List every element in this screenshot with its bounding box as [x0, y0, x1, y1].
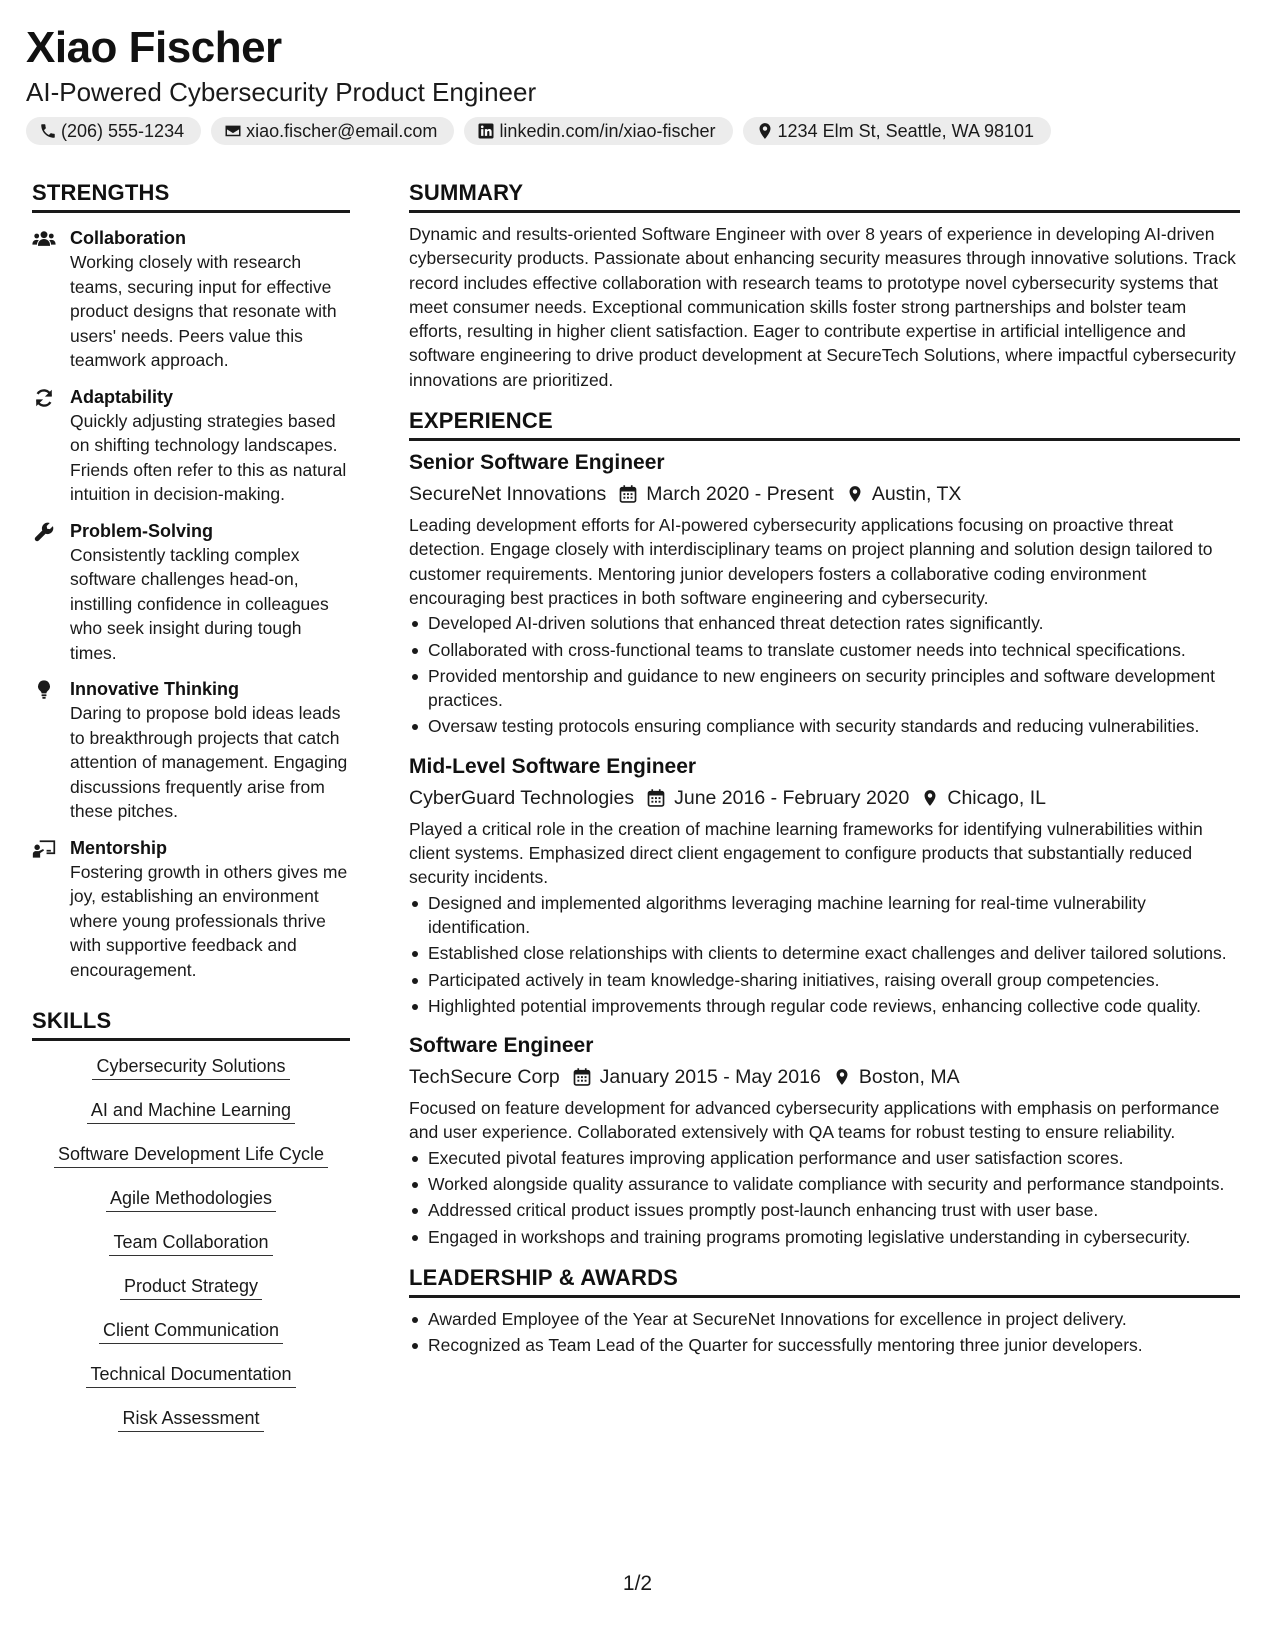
job-entry: [409, 753, 1240, 1018]
job-bullet: Highlighted potential improvements through regular code reviews, enhancing collective code quality.: [409, 994, 1240, 1018]
summary-heading: SUMMARY: [409, 178, 1240, 213]
skill-tag: Software Development Life Cycle: [54, 1141, 328, 1168]
job-company: SecureNet Innovations: [409, 483, 607, 506]
job-description: Played a critical role in the creation of machine learning frameworks for identifying vulnerabilities within client systems. Emphasized direct client engagement to configure products that substantially reduced security incidents.: [409, 818, 1203, 888]
map-pin-icon: [756, 122, 774, 140]
job-dates: June 2016 - February 2020: [674, 786, 910, 809]
job-company: TechSecure Corp: [409, 1066, 560, 1089]
skills-list: [32, 1053, 350, 1449]
skill-tag: Technical Documentation: [86, 1361, 295, 1388]
job-meta: [409, 1062, 1240, 1092]
job-entry: [409, 449, 1240, 739]
calendar-icon: [572, 1067, 592, 1087]
contact-email-text: xiao.fischer@email.com: [246, 120, 438, 141]
job-bullet: Oversaw testing protocols ensuring compliance with security standards and reducing vulnerabilities.: [409, 714, 1240, 738]
strength-title: Innovative Thinking: [70, 679, 240, 699]
job-meta: [409, 479, 1240, 509]
strength-title: Collaboration: [70, 228, 186, 248]
candidate-name: Xiao Fischer: [26, 23, 282, 72]
page-number: 1/2: [622, 1572, 653, 1595]
strength-item: [32, 519, 350, 666]
experience-heading: EXPERIENCE: [409, 406, 1240, 441]
job-description: Leading development efforts for AI-powered cybersecurity applications focusing on proactive threat detection. Engage closely with interdisciplinary teams on project planning and solution design tailored to customer requirements. Mentoring junior developers fosters a collaborative coding environment encouraging best practices in both software engineering and cybersecurity.: [409, 515, 1213, 608]
contact-phone[interactable]: [26, 117, 201, 145]
skill-tag: AI and Machine Learning: [87, 1097, 295, 1124]
job-location: Austin, TX: [871, 483, 962, 506]
contact-bar: [26, 117, 1246, 145]
job-bullet: Established close relationships with clients to determine exact challenges and deliver tailored solutions.: [409, 941, 1240, 965]
calendar-icon: [618, 484, 638, 504]
contact-linkedin[interactable]: [464, 117, 732, 145]
skill-tag: Product Strategy: [120, 1273, 262, 1300]
phone-icon: [39, 122, 57, 140]
job-title: Senior Software Engineer: [409, 451, 665, 475]
map-pin-icon: [921, 788, 939, 808]
award-item: Recognized as Team Lead of the Quarter for successfully mentoring three junior developers.: [409, 1333, 1240, 1357]
sync-icon: [32, 387, 56, 409]
strengths-heading: STRENGTHS: [32, 178, 350, 213]
job-bullet: Engaged in workshops and training programs promoting legislative understanding in cybersecurity.: [409, 1225, 1240, 1249]
strength-description: Consistently tackling complex software challenges head-on, instilling confidence in colleagues who seek insight during tough times.: [70, 544, 329, 663]
strength-description: Daring to propose bold ideas leads to breakthrough projects that catch attention of management. Engaging discussions frequently arise from these pitches.: [70, 703, 348, 821]
left-column: [32, 178, 350, 1449]
award-item: Awarded Employee of the Year at SecureNet Innovations for excellence in project delivery.: [409, 1307, 1240, 1331]
wrench-icon: [32, 521, 56, 543]
job-entry: [409, 1032, 1240, 1249]
job-meta: [409, 783, 1240, 813]
lightbulb-icon: [32, 679, 56, 701]
strength-item: [32, 836, 350, 983]
job-bullet: Executed pivotal features improving application performance and user satisfaction scores.: [409, 1146, 1240, 1170]
strength-item: [32, 226, 350, 373]
awards-section: [409, 1263, 1240, 1358]
job-description: Focused on feature development for advanced cybersecurity applications with emphasis on performance and user experience. Collaborated extensively with QA teams for robust testing to ensure reliability.: [409, 1098, 1220, 1143]
job-bullets: [409, 611, 1240, 738]
job-location: Boston, MA: [858, 1066, 960, 1089]
contact-linkedin-text: linkedin.com/in/xiao-fischer: [499, 120, 716, 141]
job-bullet: Designed and implemented algorithms leveraging machine learning for real-time vulnerability identification.: [409, 891, 1240, 940]
strength-item: [32, 677, 350, 824]
job-location: Chicago, IL: [947, 786, 1047, 809]
contact-address-text: 1234 Elm St, Seattle, WA 98101: [777, 120, 1035, 141]
strength-title: Mentorship: [70, 837, 167, 858]
strength-title: Problem-Solving: [70, 520, 214, 541]
job-dates: March 2020 - Present: [646, 483, 834, 506]
job-bullet: Developed AI-driven solutions that enhanced threat detection rates significantly.: [409, 611, 1240, 635]
contact-email[interactable]: [211, 117, 454, 145]
users-icon: [32, 228, 56, 250]
skill-tag: Agile Methodologies: [106, 1185, 276, 1212]
job-bullet: Participated actively in team knowledge-sharing initiatives, raising overall group competencies.: [409, 968, 1240, 992]
strength-item: [32, 385, 350, 507]
skill-tag: Risk Assessment: [118, 1405, 263, 1432]
chalkboard-teacher-icon: [32, 838, 56, 860]
job-title: Software Engineer: [409, 1034, 594, 1058]
awards-list: [409, 1307, 1240, 1358]
skill-tag: Cybersecurity Solutions: [92, 1053, 289, 1080]
strength-description: Fostering growth in others gives me joy, establishing an environment where young professionals thrive with supportive feedback and encouragement.: [70, 861, 348, 980]
skill-tag: Client Communication: [99, 1317, 283, 1344]
strength-title: Adaptability: [70, 386, 174, 407]
summary-text: Dynamic and results-oriented Software Engineer with over 8 years of experience in developing AI-driven cybersecurity products. Passionate about enhancing security measures through innovative solutions. Track record includes effective collaboration with research teams to prototype novel cybersecurity systems that meet consumer needs. Exceptional communication skills foster strong partnerships and bolster team efforts, resulting in higher client satisfaction. Eager to contribute expertise in artificial intelligence and software engineering to drive product development at SecureTech Solutions, where impactful cybersecurity innovations are prioritized.: [409, 224, 1236, 390]
strengths-list: [32, 226, 350, 982]
envelope-icon: [224, 122, 242, 140]
calendar-icon: [646, 788, 666, 808]
skills-section: [32, 1006, 350, 1449]
skill-tag: Team Collaboration: [109, 1229, 272, 1256]
contact-phone-text: (206) 555-1234: [61, 120, 185, 141]
experience-section: [409, 406, 1240, 1249]
strength-description: Quickly adjusting strategies based on shifting technology landscapes. Friends often refer to this as natural intuition in decision-making.: [70, 410, 347, 504]
job-bullets: [409, 1146, 1240, 1249]
job-bullet: Collaborated with cross-functional teams to translate customer needs into technical specifications.: [409, 638, 1240, 662]
resume-header: [26, 22, 1246, 145]
candidate-headline: AI-Powered Cybersecurity Product Engineer: [26, 77, 537, 107]
map-pin-icon: [846, 484, 864, 504]
strength-description: Working closely with research teams, securing input for effective product designs that resonate with users' needs. Peers value this teamwork approach.: [70, 252, 337, 370]
job-bullet: Provided mentorship and guidance to new engineers on security principles and software development practices.: [409, 664, 1240, 713]
awards-heading: LEADERSHIP & AWARDS: [409, 1263, 1240, 1298]
linkedin-icon: [477, 122, 495, 140]
job-dates: January 2015 - May 2016: [599, 1066, 821, 1089]
job-bullet: Addressed critical product issues promptly post-launch enhancing trust with user base.: [409, 1198, 1240, 1222]
map-pin-icon: [833, 1067, 851, 1087]
job-company: CyberGuard Technologies: [409, 786, 635, 809]
right-column: [409, 178, 1240, 1360]
job-title: Mid-Level Software Engineer: [409, 754, 697, 778]
job-bullets: [409, 891, 1240, 1018]
skills-heading: SKILLS: [32, 1006, 350, 1041]
contact-address: [743, 117, 1051, 145]
job-bullet: Worked alongside quality assurance to validate compliance with security and performance standpoints.: [409, 1172, 1240, 1196]
